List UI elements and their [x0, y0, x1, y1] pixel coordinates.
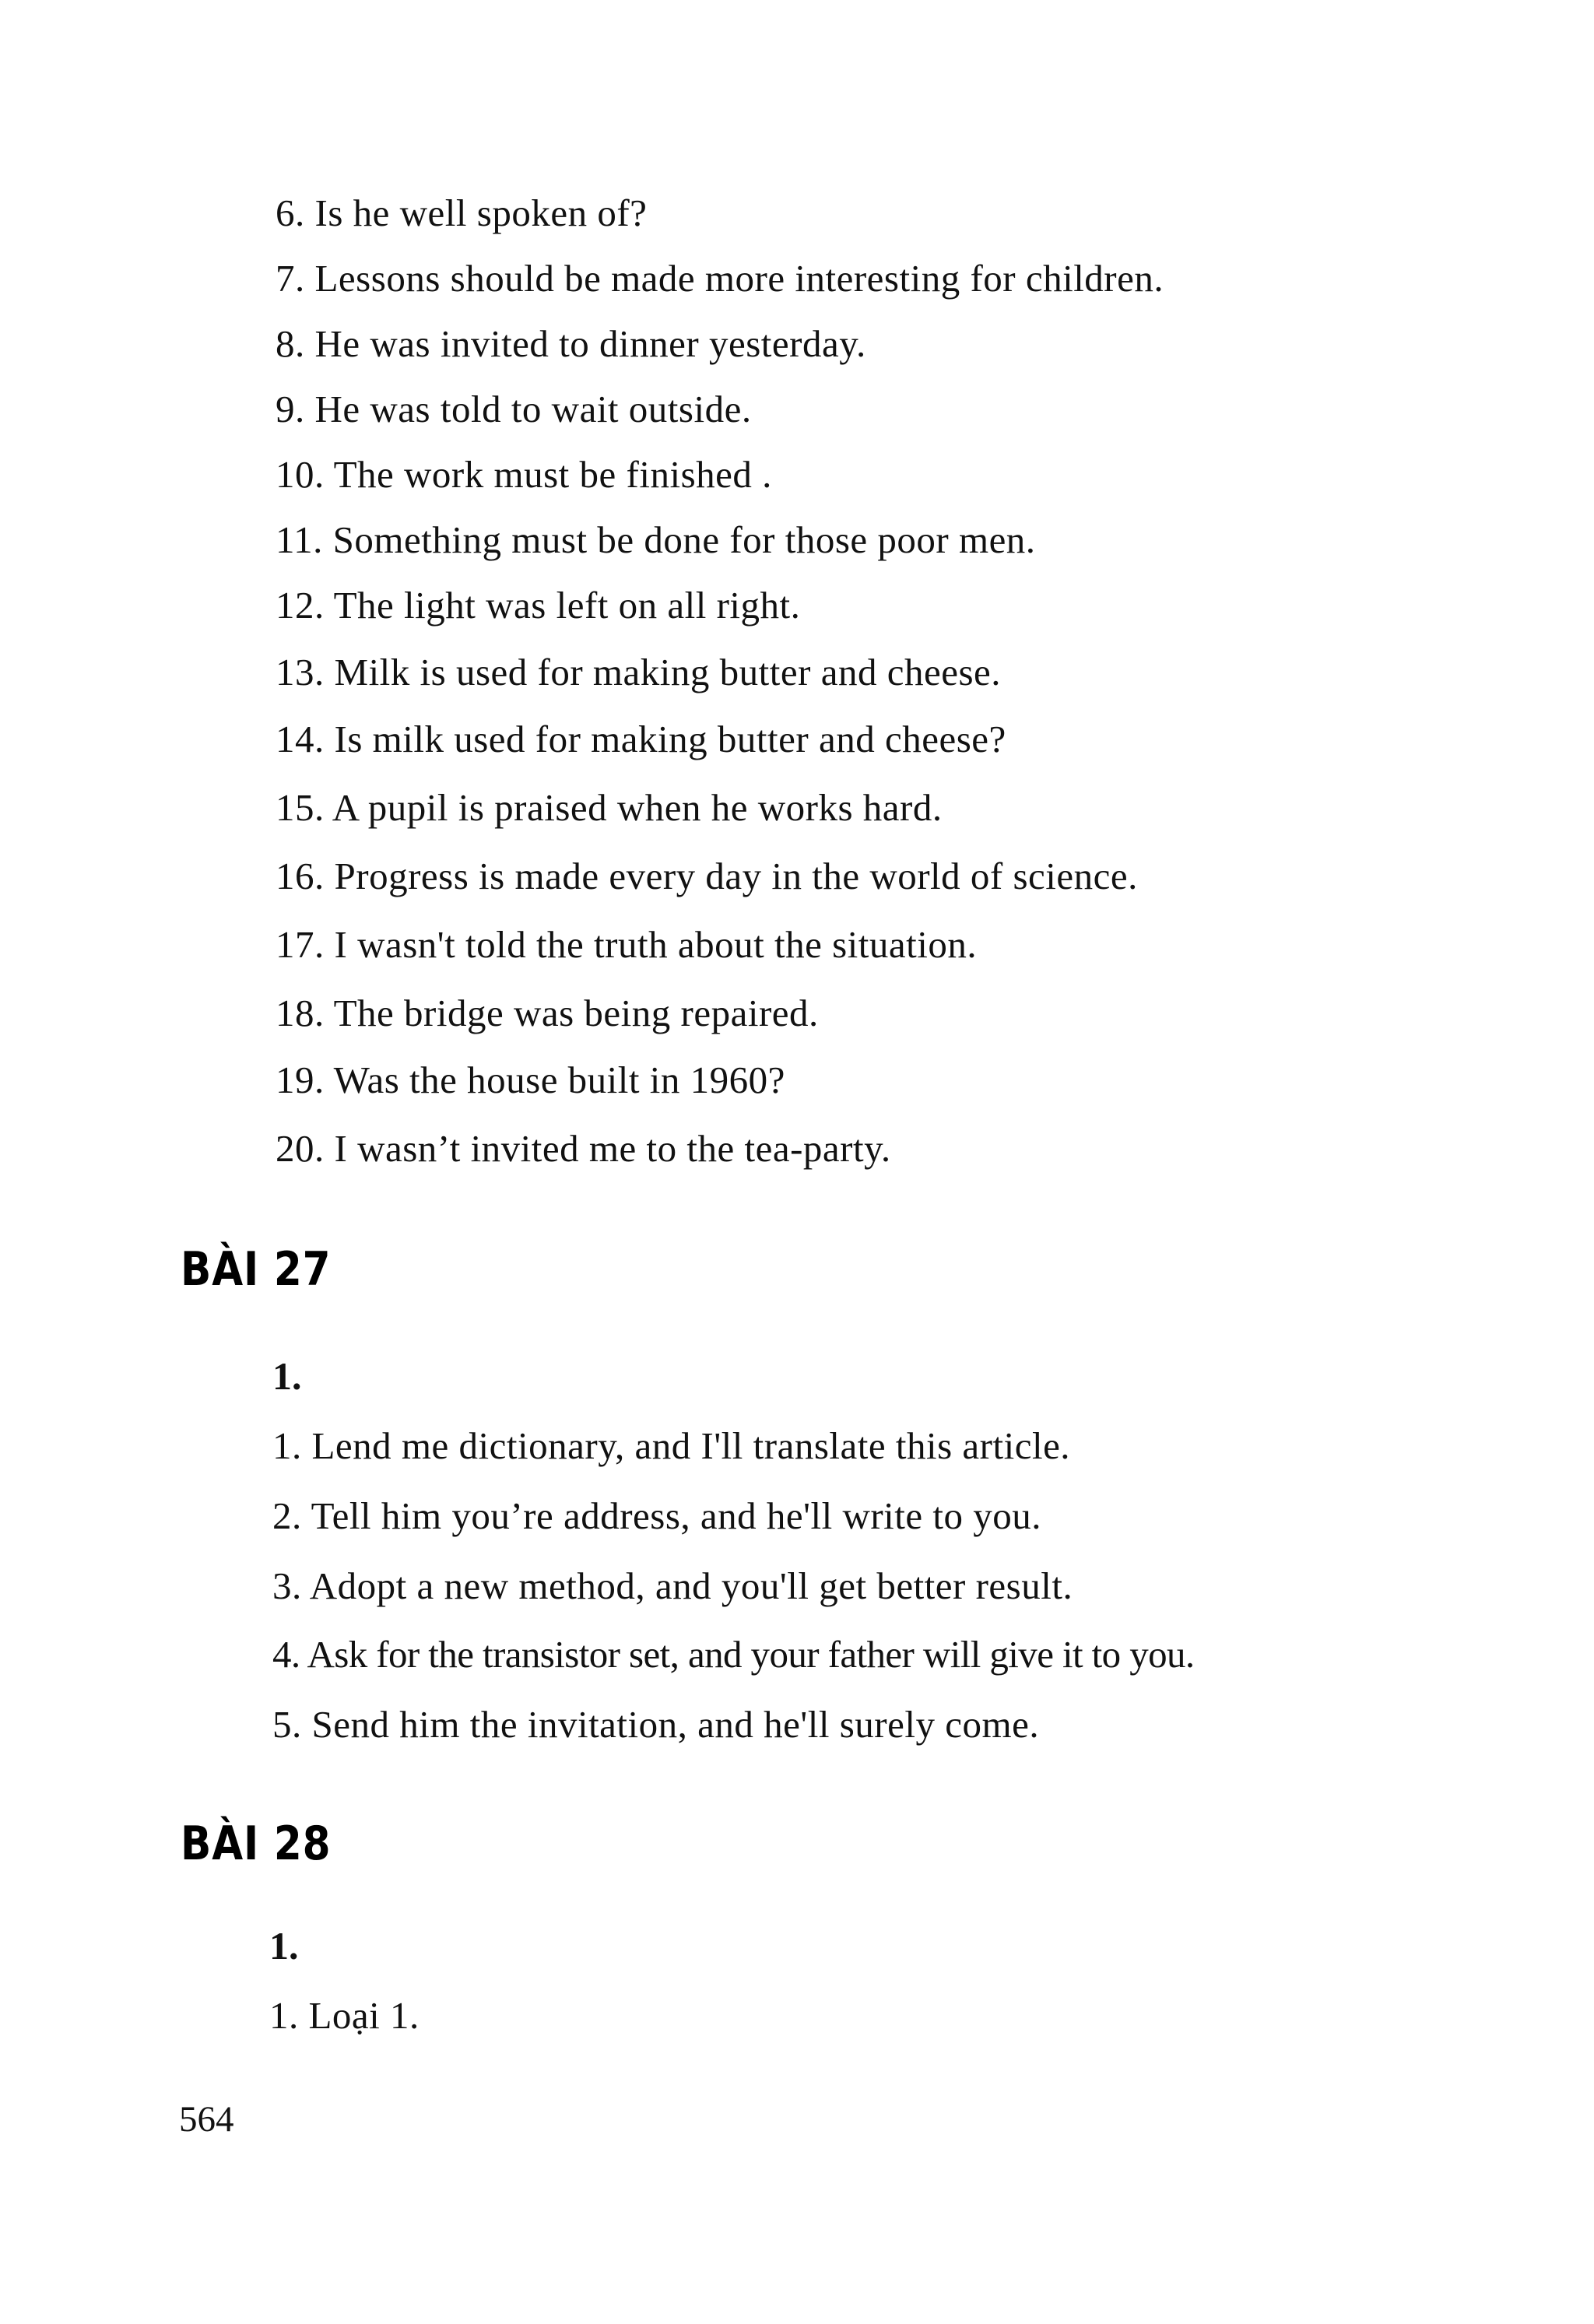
exercise-label: 1.: [269, 1924, 299, 1968]
answer-item: 2. Tell him you’re address, and he'll write to you.: [272, 1494, 1042, 1537]
answer-item: 20. I wasn’t invited me to the tea-party.: [276, 1127, 891, 1170]
answer-item: 16. Progress is made every day in the world of science.: [276, 855, 1138, 897]
answer-item: 18. The bridge was being repaired.: [276, 992, 819, 1034]
answer-item: 10. The work must be finished .: [276, 453, 772, 496]
answer-item: 19. Was the house built in 1960?: [276, 1058, 785, 1101]
answer-item: 15. A pupil is praised when he works hard.: [276, 786, 943, 829]
section-heading: BÀI 28: [181, 1817, 332, 1871]
answer-item: 11. Something must be done for those poor men.: [276, 518, 1036, 561]
answer-item: 4. Ask for the transistor set, and your father will give it to you.: [272, 1633, 1195, 1676]
answer-item: 14. Is milk used for making butter and cheese?: [276, 718, 1006, 760]
answer-item: 1. Loại 1.: [269, 1994, 420, 2037]
answer-item: 17. I wasn't told the truth about the situation.: [276, 923, 978, 966]
exercise-label: 1.: [272, 1354, 302, 1398]
answer-item: 12. The light was left on all right.: [276, 584, 801, 627]
answer-item: 9. He was told to wait outside.: [276, 388, 752, 430]
answer-item: 8. He was invited to dinner yesterday.: [276, 322, 866, 365]
answer-item: 1. Lend me dictionary, and I'll translate this article.: [272, 1424, 1071, 1467]
answer-item: 3. Adopt a new method, and you'll get better result.: [272, 1564, 1073, 1607]
section-heading: BÀI 27: [181, 1242, 332, 1297]
answer-item: 7. Lessons should be made more interesting for children.: [276, 257, 1164, 300]
answer-item: 6. Is he well spoken of?: [276, 191, 648, 234]
answer-item: 13. Milk is used for making butter and cheese.: [276, 651, 1002, 693]
page-number: 564: [179, 2099, 234, 2140]
answer-item: 5. Send him the invitation, and he'll surely come.: [272, 1703, 1040, 1746]
